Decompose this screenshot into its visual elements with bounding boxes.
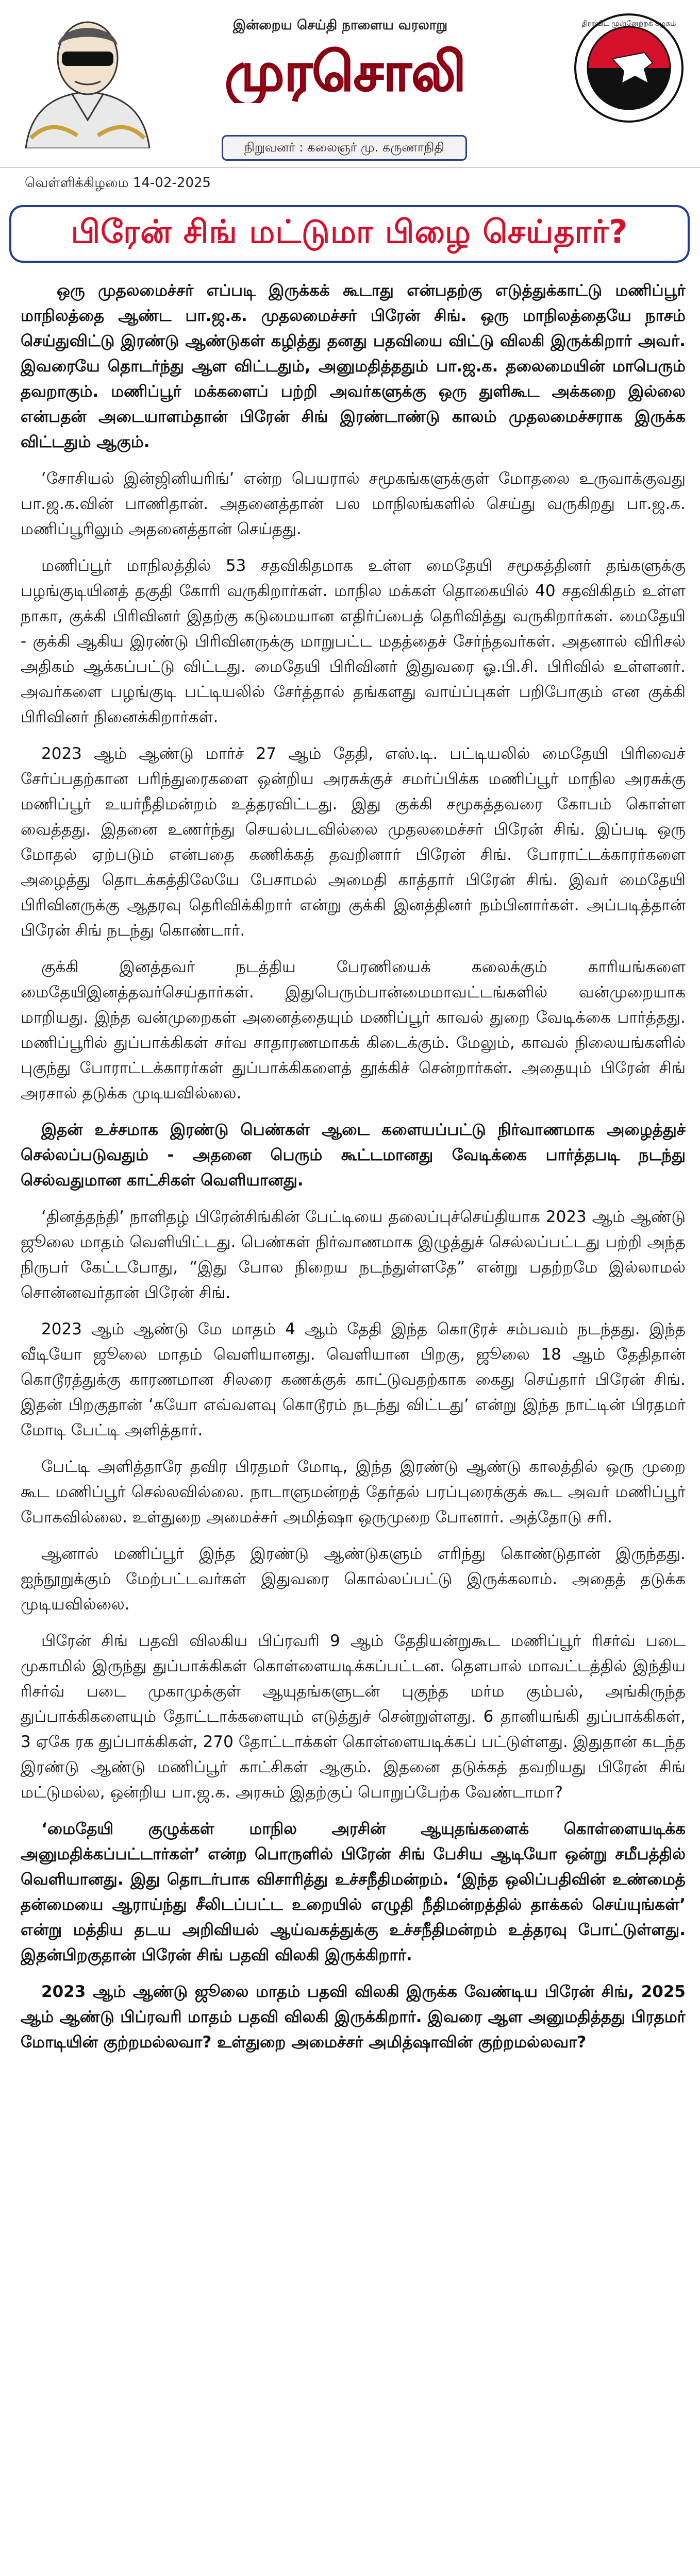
article-paragraph: 2023 ஆம் ஆண்டு ஜூலை மாதம் பதவி விலகி இருக்க வேண்டிய பிரேன் சிங், 2025 ஆம் ஆண்டு பிப்ரவரி மாதம் பதவி விலகி இருக்கிறார். இவரை ஆள அனுமதித்தது பிரதமர் மோடியின் குற்றமல்லவா? உள்துறை அமைச்சர் அமித்ஷாவின் குற்றமல்லவா?	[21, 1982, 686, 2052]
logo-text: முரசொலி	[225, 40, 466, 103]
article-paragraph: ‘மைதேயி குழுக்கள் மாநில அரசின் ஆயுதங்களைக் கொள்ளையடிக்க அனுமதிக்கப்பட்டார்கள்’ என்ற பொருளில் பிரேன் சிங் பேசிய ஆடியோ ஒன்று சமீபத்தில் வெளியானது. இது தொடர்பாக விசாரித்து உச்சநீதிமன்றம். ‘இந்த ஒலிப்பதிவின் உண்மைத் தன்மையை ஆராய்ந்து சீலிடப்பட்ட உறையில் எழுதி நீதிமன்றத்தில் தாக்கல் செய்யுங்கள்’ என்று மத்திய தடய அறிவியல் ஆய்வகத்துக்கு உச்சநீதிமன்றம் உத்தரவு போட்டுள்ளது. இதன்பிறகுதான் பிரேன் சிங் பதவி விலகி இருக்கிறார்.	[21, 1820, 686, 1964]
article-paragraph: ‘தினத்தந்தி’ நாளிதழ் பிரேன்சிங்கின் பேட்டியை தலைப்புச்செய்தியாக 2023 ஆம் ஆண்டு ஜூலை மாதம் வெளியிட்டது. பெண்கள் நிர்வாணமாக இழுத்துச் செல்லப்பட்டது பற்றி அந்த நிருபர் கேட்டபோது, “இது போல நிறைய நடந்துள்ளதே” என்று பதற்றமே இல்லாமல் சொன்னவர்தான் பிரேன் சிங்.	[21, 1208, 686, 1302]
article-paragraph: ‘சோசியல் இன்ஜினியரிங்’ என்ற பெயரால் சமூகங்களுக்குள் மோதலை உருவாக்குவது பா.ஜ.க.வின் பாணிதான். அதனைத்தான் பல மாநிலங்களில் செய்து வருகிறது பா.ஜ.க. மணிப்பூரிலும் அதனைத்தான் செய்தது.	[21, 469, 686, 538]
article-paragraph: ஒரு முதலமைச்சர் எப்படி இருக்கக் கூடாது என்பதற்கு எடுத்துக்காட்டு மணிப்பூர் மாநிலத்தை ஆண்ட பா.ஜ.க. முதலமைச்சர் பிரேன் சிங். ஒரு மாநிலத்தையே நாசம் செய்துவிட்டு இரண்டு ஆண்டுகள் கழித்து தனது பதவியை விட்டு விலகி இருக்கிறார் அவர். இவரையே தொடர்ந்து ஆள விட்டதும், அனுமதித்ததும் பா.ஜ.க. தலைமையின் மாபெரும் தவறாகும். மணிப்பூர் மக்களைப் பற்றி அவர்களுக்கு ஒரு துளிகூட அக்கறை இல்லை என்பதன் அடையாளம்தான் பிரேன் சிங் இரண்டாண்டு காலம் முதலமைச்சராக இருக்க விட்டதும் ஆகும்.	[21, 281, 686, 451]
article-paragraph: பிரேன் சிங் பதவி விலகிய பிப்ரவரி 9 ஆம் தேதியன்றுகூட மணிப்பூர் ரிசர்வ் படை முகாமில் இருந்து துப்பாக்கிகள் கொள்ளையடிக்கப்பட்டன. தௌபால் மாவட்டத்தில் இந்திய ரிசர்வ் படை முகாமுக்குள் ஆயுதங்களுடன் புகுந்த மர்ம கும்பல், அங்கிருந்த துப்பாக்கிகளையும் தோட்டாக்களையும் எடுத்துச் சென்றுள்ளது. 6 தானியங்கி துப்பாக்கிகள், 3 ஏகே ரக துப்பாக்கிகள், 270 தோட்டாக்கள் கொள்ளையடிக்கப் பட்டுள்ளது. இதுதான் கடந்த இரண்டு ஆண்டு மணிப்பூர் காட்சிகள் ஆகும். இதனை தடுக்கத் தவறியது பிரேன் சிங் மட்டுமல்ல, ஒன்றிய பா.ஜ.க. அரசும் இதற்குப் பொறுப்பேற்க வேண்டாமா?	[21, 1632, 686, 1802]
headline: பிரேன் சிங் மட்டுமா பிழை செய்தார்?	[71, 213, 628, 250]
header-divider	[0, 167, 700, 168]
founder-label-text: நிறுவனர் : கலைஞர் மு. கருணாநிதி	[244, 140, 445, 155]
article-body	[21, 278, 686, 2576]
article-paragraph: பேட்டி அளித்தாரே தவிர பிரதமர் மோடி, இந்த இரண்டு ஆண்டு காலத்தில் ஒரு முறை கூட மணிப்பூர் செல்லவில்லை. நாடாளுமன்றத் தேர்தல் பரப்புரைக்குக் கூட அவர் மணிப்பூர் போகவில்லை. உள்துறை அமைச்சர் அமித்ஷா ஒருமுறை போனார். அத்தோடு சரி.	[21, 1458, 686, 1527]
founder-label	[222, 135, 467, 161]
article-paragraph: ஆனால் மணிப்பூர் இந்த இரண்டு ஆண்டுகளும் எரிந்து கொண்டுதான் இருந்தது. ஐந்நூறுக்கும் மேற்பட்டவர்கள் இதுவரை கொல்லப்பட்டு இருக்கலாம். அதைத் தடுக்க முடியவில்லை.	[21, 1545, 686, 1614]
article-paragraph: 2023 ஆம் ஆண்டு மே மாதம் 4 ஆம் தேதி இந்த கொடூரச் சம்பவம் நடந்தது. இந்த வீடியோ ஜூலை மாதம் வெளியானது. வெளியான பிறகு, ஜூலை 18 ஆம் தேதிதான் கொடூரத்துக்கு காரணமான சிலரை கணக்குக் காட்டுவதற்காக கைது செய்தார் பிரேன் சிங். இதன் பிறகுதான் ‘கயோ எவ்வளவு கொடூரம் நடந்து விட்டது’ என்று இந்த நாட்டின் பிரதமர் மோடி பேட்டி அளித்தார்.	[21, 1320, 686, 1439]
article-paragraph: மணிப்பூர் மாநிலத்தில் 53 சதவிகிதமாக உள்ள மைதேயி சமூகத்தினர் தங்களுக்கு பழங்குடியினத் தகுதி கோரி வருகிறார்கள். மாநில மக்கள் தொகையில் 40 சதவிகிதம் உள்ள நாகா, குக்கி பிரிவினர் இதற்கு கடுமையான எதிர்ப்பைத் தெரிவித்து வருகிறார்கள். மைதேயி - குக்கி ஆகிய இரண்டு பிரிவினருக்கு மாறுபட்ட மதத்தைச் சேர்ந்தவர்கள். அதனால் விரிசல் அதிகம் ஆக்கப்பட்டு விட்டது. மைதேயி பிரிவினர் இதுவரை ஓ.பி.சி. பிரிவில் உள்ளனர். அவர்களை பழங்குடி பட்டியலில் சேர்த்தால் தங்களது வாய்ப்புகள் பறிபோகும் என குக்கி பிரிவினர் நினைக்கிறார்கள்.	[21, 556, 686, 726]
headline-box	[9, 205, 690, 263]
article-paragraph: 2023 ஆம் ஆண்டு மார்ச் 27 ஆம் தேதி, எஸ்.டி. பட்டியலில் மைதேயி பிரிவைச் சேர்ப்பதற்கான பரிந்துரைகளை ஒன்றிய அரசுக்குச் சமர்ப்பிக்க மணிப்பூர் மாநில அரசுக்கு மணிப்பூர் உயர்நீதிமன்றம் உத்தரவிட்டது. இது குக்கி சமூகத்தவரை கோபம் கொள்ள வைத்தது. இதனை உணர்ந்து செயல்படவில்லை முதலமைச்சர் பிரேன் சிங். இப்படி ஒரு மோதல் ஏற்படும் என்பதை கணிக்கத் தவறினார் பிரேன் சிங். போராட்டக்காரர்களை அழைத்து தொடக்கத்திலேயே பேசாமல் அமைதி காத்தார் பிரேன் சிங். இவர் மைதேயி பிரிவினருக்கு ஆதரவு தெரிவிக்கிறார் என்று குக்கி இனத்தினர் நம்பினார்கள். அப்படித்தான் பிரேன் சிங் நடந்து கொண்டார்.	[21, 744, 686, 940]
newspaper-logo	[186, 36, 505, 103]
seal-text: திராவிட முன்னேற்றக் கழகம்	[581, 20, 676, 28]
publication-date: வெள்ளிக்கிழமை 14-02-2025	[25, 175, 211, 191]
party-seal	[572, 11, 686, 125]
masthead	[0, 0, 700, 160]
article-paragraph: இதன் உச்சமாக இரண்டு பெண்கள் ஆடை களையப்பட்டு நிர்வாணமாக அழைத்துச் செல்லப்படுவதும் - அதனை பெரும் கூட்டமானது வேடிக்கை பார்த்தபடி நடந்து செல்வதுமான காட்சிகள் வெளியானது.	[21, 1121, 686, 1190]
founder-portrait	[10, 9, 165, 148]
article-paragraph: குக்கி இனத்தவர் நடத்திய பேரணியைக் கலைக்கும் காரியங்களை மைதேயிஇனத்தவர்செய்தார்கள். இதுபெரும்பான்மைமாவட்டங்களில் வன்முறையாக மாறியது. இந்த வன்முறைகள் அனைத்தையும் மணிப்பூர் காவல் துறை வேடிக்கை பார்த்தது. மணிப்பூரில் துப்பாக்கிகள் சர்வ சாதாரணமாகக் கிடைக்கும். மேலும், காவல் நிலையங்களில் புகுந்து போராட்டக்காரர்கள் துப்பாக்கிகளைத் தூக்கிச் சென்றார்கள். அதையும் பிரேன் சிங் அரசால் தடுக்க முடியவில்லை.	[21, 958, 686, 1103]
masthead-tagline: இன்றைய செய்தி நாளைய வரலாறு	[232, 18, 448, 33]
